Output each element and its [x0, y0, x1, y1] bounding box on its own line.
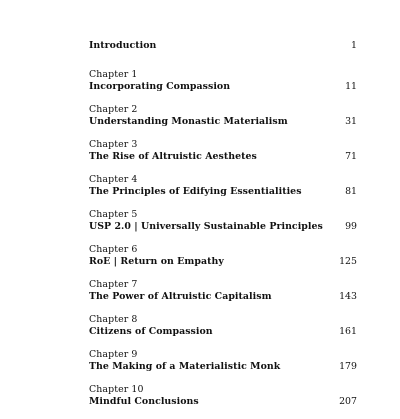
toc-entry-chapter-7[interactable] — [89, 279, 357, 302]
chapter-title: The Power of Altruistic Capitalism — [89, 291, 272, 302]
toc-page-number: 161 — [339, 326, 357, 337]
chapter-title: RoE | Return on Empathy — [89, 256, 224, 267]
toc-entry-chapter-1[interactable] — [89, 69, 357, 92]
toc-page-number: 179 — [339, 361, 357, 372]
toc-page-number: 1 — [351, 40, 357, 51]
chapter-label: Chapter 1 — [89, 69, 138, 80]
toc-entry-chapter-10[interactable] — [89, 384, 357, 407]
toc-entry-chapter-3[interactable] — [89, 139, 357, 162]
toc-page-number: 11 — [345, 81, 357, 92]
chapter-label: Chapter 8 — [89, 314, 138, 325]
chapter-title: Understanding Monastic Materialism — [89, 116, 288, 127]
chapter-label: Chapter 10 — [89, 384, 144, 395]
chapter-title: The Principles of Edifying Essentialities — [89, 186, 302, 197]
toc-entry-chapter-9[interactable] — [89, 349, 357, 372]
toc-entry-chapter-2[interactable] — [89, 104, 357, 127]
toc-entry-title: Introduction — [89, 40, 157, 51]
toc-entry-chapter-8[interactable] — [89, 314, 357, 337]
toc-page-number: 99 — [345, 221, 357, 232]
chapter-label: Chapter 7 — [89, 279, 138, 290]
toc-page-number: 143 — [339, 291, 357, 302]
chapter-label: Chapter 3 — [89, 139, 138, 150]
toc-entry-chapter-5[interactable] — [89, 209, 357, 232]
chapter-title: Citizens of Compassion — [89, 326, 213, 337]
toc-page-number: 71 — [345, 151, 357, 162]
toc-entry-chapter-4[interactable] — [89, 174, 357, 197]
chapter-title: The Rise of Altruistic Aesthetes — [89, 151, 257, 162]
chapter-label: Chapter 5 — [89, 209, 138, 220]
toc-page-number: 81 — [345, 186, 357, 197]
table-of-contents — [89, 39, 357, 419]
chapter-label: Chapter 2 — [89, 104, 138, 115]
chapter-label: Chapter 9 — [89, 349, 138, 360]
chapter-title: Incorporating Compassion — [89, 81, 231, 92]
toc-page-number: 125 — [339, 256, 357, 267]
chapter-title: Mindful Conclusions — [89, 396, 199, 407]
chapter-title: The Making of a Materialistic Monk — [89, 361, 281, 372]
toc-page-number: 207 — [339, 396, 357, 407]
chapter-title: USP 2.0 | Universally Sustainable Principles — [89, 221, 323, 232]
toc-page-number: 31 — [345, 116, 357, 127]
chapter-label: Chapter 6 — [89, 244, 138, 255]
chapter-label: Chapter 4 — [89, 174, 138, 185]
toc-entry-introduction[interactable] — [89, 39, 357, 51]
toc-entry-chapter-6[interactable] — [89, 244, 357, 267]
